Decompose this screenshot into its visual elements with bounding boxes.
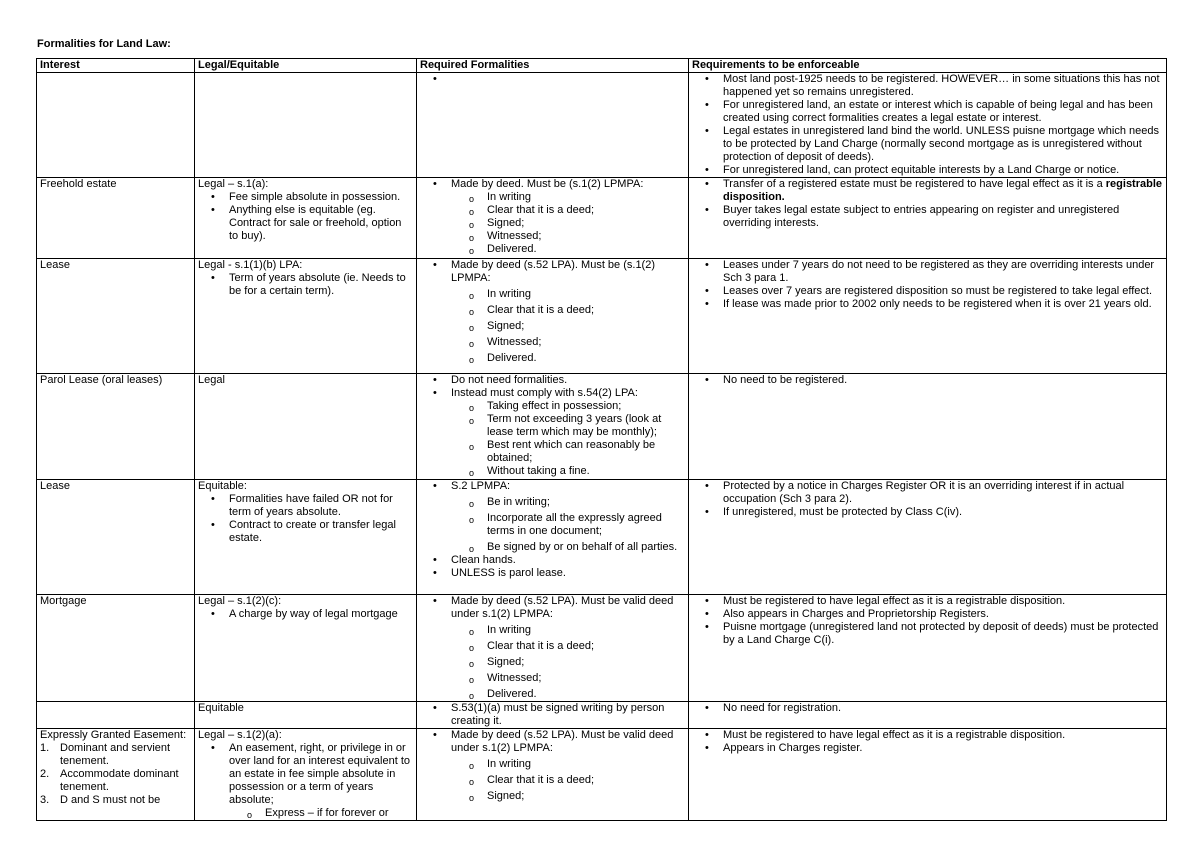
list-item: • Leases over 7 years are registered disposition so must be registered to take legal effect.: [723, 285, 1163, 298]
sub-item: o Term not exceeding 3 years (look at lease term which may be monthly);: [487, 413, 685, 439]
table-row: [37, 374, 1167, 480]
enforce-cell: [689, 702, 1167, 729]
sub-item: o Express – if for forever or: [265, 807, 413, 820]
numbered-item: 3. D and S must not be: [60, 794, 191, 807]
list-item: • Anything else is equitable (eg. Contract for sale or freehold, option to buy).: [229, 204, 413, 243]
list-item: • Must be registered to have legal effect as it is a registrable disposition.: [723, 595, 1163, 608]
sub-item: o Signed;: [487, 320, 685, 333]
table-row: [37, 702, 1167, 729]
list-item: • No need for registration.: [723, 702, 1163, 715]
formalities-cell: [417, 73, 689, 178]
interest-cell: [37, 729, 195, 821]
table-row: [37, 259, 1167, 374]
list-item: • Leases under 7 years do not need to be registered as they are overriding interests under Sch 3 para 1.: [723, 259, 1163, 285]
list-item: • No need to be registered.: [723, 374, 1163, 387]
table-row: [37, 480, 1167, 595]
table-row: [37, 73, 1167, 178]
legal-cell: [195, 595, 417, 702]
legal-cell: [195, 480, 417, 595]
enforce-text: Transfer of a registered estate must be registered to have legal effect as it is a: [723, 178, 1103, 190]
interest-cell: Mortgage: [37, 595, 195, 702]
legal-text: An easement, right, or privilege in or over land for an interest equivalent to an estate in fee simple absolute in possession or a term of years absolute;: [229, 742, 411, 806]
list-item: [451, 178, 685, 256]
header-interest: Interest: [37, 59, 195, 73]
sub-item: o Delivered.: [487, 688, 685, 701]
table-row: [37, 595, 1167, 702]
list-item: [229, 742, 413, 820]
legal-heading: Equitable:: [198, 480, 247, 492]
list-item: • Clean hands.: [451, 554, 685, 567]
interest-heading: Expressly Granted Easement:: [40, 729, 187, 741]
formalities-table: [36, 58, 1167, 821]
list-item: • Buyer takes legal estate subject to entries appearing on register and unregistered overriding interests.: [723, 204, 1163, 230]
sub-item: o Clear that it is a deed;: [487, 774, 685, 787]
list-item: • Legal estates in unregistered land bind the world. UNLESS puisne mortgage which needs to be protected by Land Charge (normally second mortgage as is unregistered without protection of deposit of deeds).: [723, 125, 1163, 164]
interest-cell: [37, 702, 195, 729]
sub-item: o Be in writing;: [487, 496, 685, 509]
sub-item: o In writing: [487, 191, 685, 204]
numbered-item: 2. Accommodate dominant tenement.: [60, 768, 191, 794]
formality-text: Made by deed (s.52 LPA). Must be valid deed under s.1(2) LPMPA:: [451, 595, 674, 620]
list-item: • S.53(1)(a) must be signed writing by person creating it.: [451, 702, 685, 728]
list-item: [451, 480, 685, 554]
sub-item: o Clear that it is a deed;: [487, 640, 685, 653]
interest-cell: Freehold estate: [37, 178, 195, 259]
legal-cell: [195, 729, 417, 821]
formality-text: Made by deed (s.52 LPA). Must be valid deed under s.1(2) LPMPA:: [451, 729, 674, 754]
formalities-cell: [417, 595, 689, 702]
header-required-formalities: Required Formalities: [417, 59, 689, 73]
formality-text: Made by deed (s.52 LPA). Must be (s.1(2) LPMPA:: [451, 259, 655, 284]
list-item: • Contract to create or transfer legal estate.: [229, 519, 413, 545]
sub-item: o In writing: [487, 758, 685, 771]
list-item: • Term of years absolute (ie. Needs to be for a certain term).: [229, 272, 413, 298]
interest-cell: Parol Lease (oral leases): [37, 374, 195, 480]
header-requirements: Requirements to be enforceable: [689, 59, 1167, 73]
formality-text: S.2 LPMPA:: [451, 480, 511, 492]
list-item: • UNLESS is parol lease.: [451, 567, 685, 580]
list-item: [451, 595, 685, 701]
header-row: [37, 59, 1167, 73]
page-title: Formalities for Land Law:: [37, 38, 171, 50]
enforce-cell: [689, 259, 1167, 374]
formalities-cell: [417, 480, 689, 595]
sub-item: o Witnessed;: [487, 672, 685, 685]
formalities-cell: [417, 374, 689, 480]
formality-text: Made by deed. Must be (s.1(2) LPMPA:: [451, 178, 644, 190]
legal-cell: [195, 178, 417, 259]
table-row: [37, 729, 1167, 821]
header-legal-equitable: Legal/Equitable: [195, 59, 417, 73]
legal-heading: Legal – s.1(2)(a):: [198, 729, 282, 741]
sub-item: o Taking effect in possession;: [487, 400, 685, 413]
list-item: • Must be registered to have legal effect as it is a registrable disposition.: [723, 729, 1163, 742]
enforce-cell: [689, 73, 1167, 178]
sub-item: o In writing: [487, 288, 685, 301]
legal-cell: [195, 259, 417, 374]
list-item: • A charge by way of legal mortgage: [229, 608, 413, 621]
legal-cell: Legal: [195, 374, 417, 480]
legal-heading: Legal – s.1(2)(c):: [198, 595, 282, 607]
legal-heading: Legal - s.1(1)(b) LPA:: [198, 259, 303, 271]
legal-heading: Legal – s.1(a):: [198, 178, 269, 190]
list-item: • Also appears in Charges and Proprietorship Registers.: [723, 608, 1163, 621]
sub-item: o Incorporate all the expressly agreed terms in one document;: [487, 512, 685, 538]
list-item: • Puisne mortgage (unregistered land not protected by deposit of deeds) must be protected by a Land Charge C(i).: [723, 621, 1163, 647]
enforce-cell: [689, 480, 1167, 595]
list-item: • If lease was made prior to 2002 only needs to be registered when it is over 21 years old.: [723, 298, 1163, 311]
list-item: [451, 387, 685, 478]
list-item: • Do not need formalities.: [451, 374, 685, 387]
list-item: • Appears in Charges register.: [723, 742, 1163, 755]
sub-item: o Clear that it is a deed;: [487, 204, 685, 217]
sub-item: o Delivered.: [487, 243, 685, 256]
formalities-cell: [417, 729, 689, 821]
list-item: [451, 259, 685, 365]
formality-text: Instead must comply with s.54(2) LPA:: [451, 387, 638, 399]
interest-cell: [37, 73, 195, 178]
sub-item: o Delivered.: [487, 352, 685, 365]
formalities-cell: [417, 178, 689, 259]
list-item: • Protected by a notice in Charges Register OR it is an overriding interest if in actual occupation (Sch 3 para 2).: [723, 480, 1163, 506]
list-item: [723, 178, 1163, 204]
list-item: • Fee simple absolute in possession.: [229, 191, 413, 204]
legal-cell: [195, 73, 417, 178]
legal-cell: Equitable: [195, 702, 417, 729]
list-item: [451, 729, 685, 803]
interest-cell: Lease: [37, 480, 195, 595]
formalities-cell: [417, 702, 689, 729]
enforce-cell: [689, 178, 1167, 259]
formalities-cell: [417, 259, 689, 374]
table-row: [37, 178, 1167, 259]
sub-item: o Signed;: [487, 217, 685, 230]
sub-item: o Without taking a fine.: [487, 465, 685, 478]
sub-item: o Signed;: [487, 790, 685, 803]
list-item: • For unregistered land, can protect equitable interests by a Land Charge or notice.: [723, 164, 1163, 177]
enforce-cell: [689, 374, 1167, 480]
interest-cell: Lease: [37, 259, 195, 374]
list-item: • Most land post-1925 needs to be registered. HOWEVER… in some situations this has not happened yet so remains unregistered.: [723, 73, 1163, 99]
sub-item: o In writing: [487, 624, 685, 637]
numbered-item: 1. Dominant and servient tenement.: [60, 742, 191, 768]
enforce-cell: [689, 595, 1167, 702]
sub-item: o Be signed by or on behalf of all parties.: [487, 541, 685, 554]
sub-item: o Witnessed;: [487, 336, 685, 349]
sub-item: o Witnessed;: [487, 230, 685, 243]
sub-item: o Signed;: [487, 656, 685, 669]
list-item: • For unregistered land, an estate or interest which is capable of being legal and has been created using correct formalities creates a legal estate or interest.: [723, 99, 1163, 125]
list-item: • Formalities have failed OR not for term of years absolute.: [229, 493, 413, 519]
sub-item: o Clear that it is a deed;: [487, 304, 685, 317]
sub-item: o Best rent which can reasonably be obtained;: [487, 439, 685, 465]
enforce-cell: [689, 729, 1167, 821]
enforce-bold: registrable disposition.: [723, 178, 1163, 203]
list-item: • If unregistered, must be protected by Class C(iv).: [723, 506, 1163, 519]
